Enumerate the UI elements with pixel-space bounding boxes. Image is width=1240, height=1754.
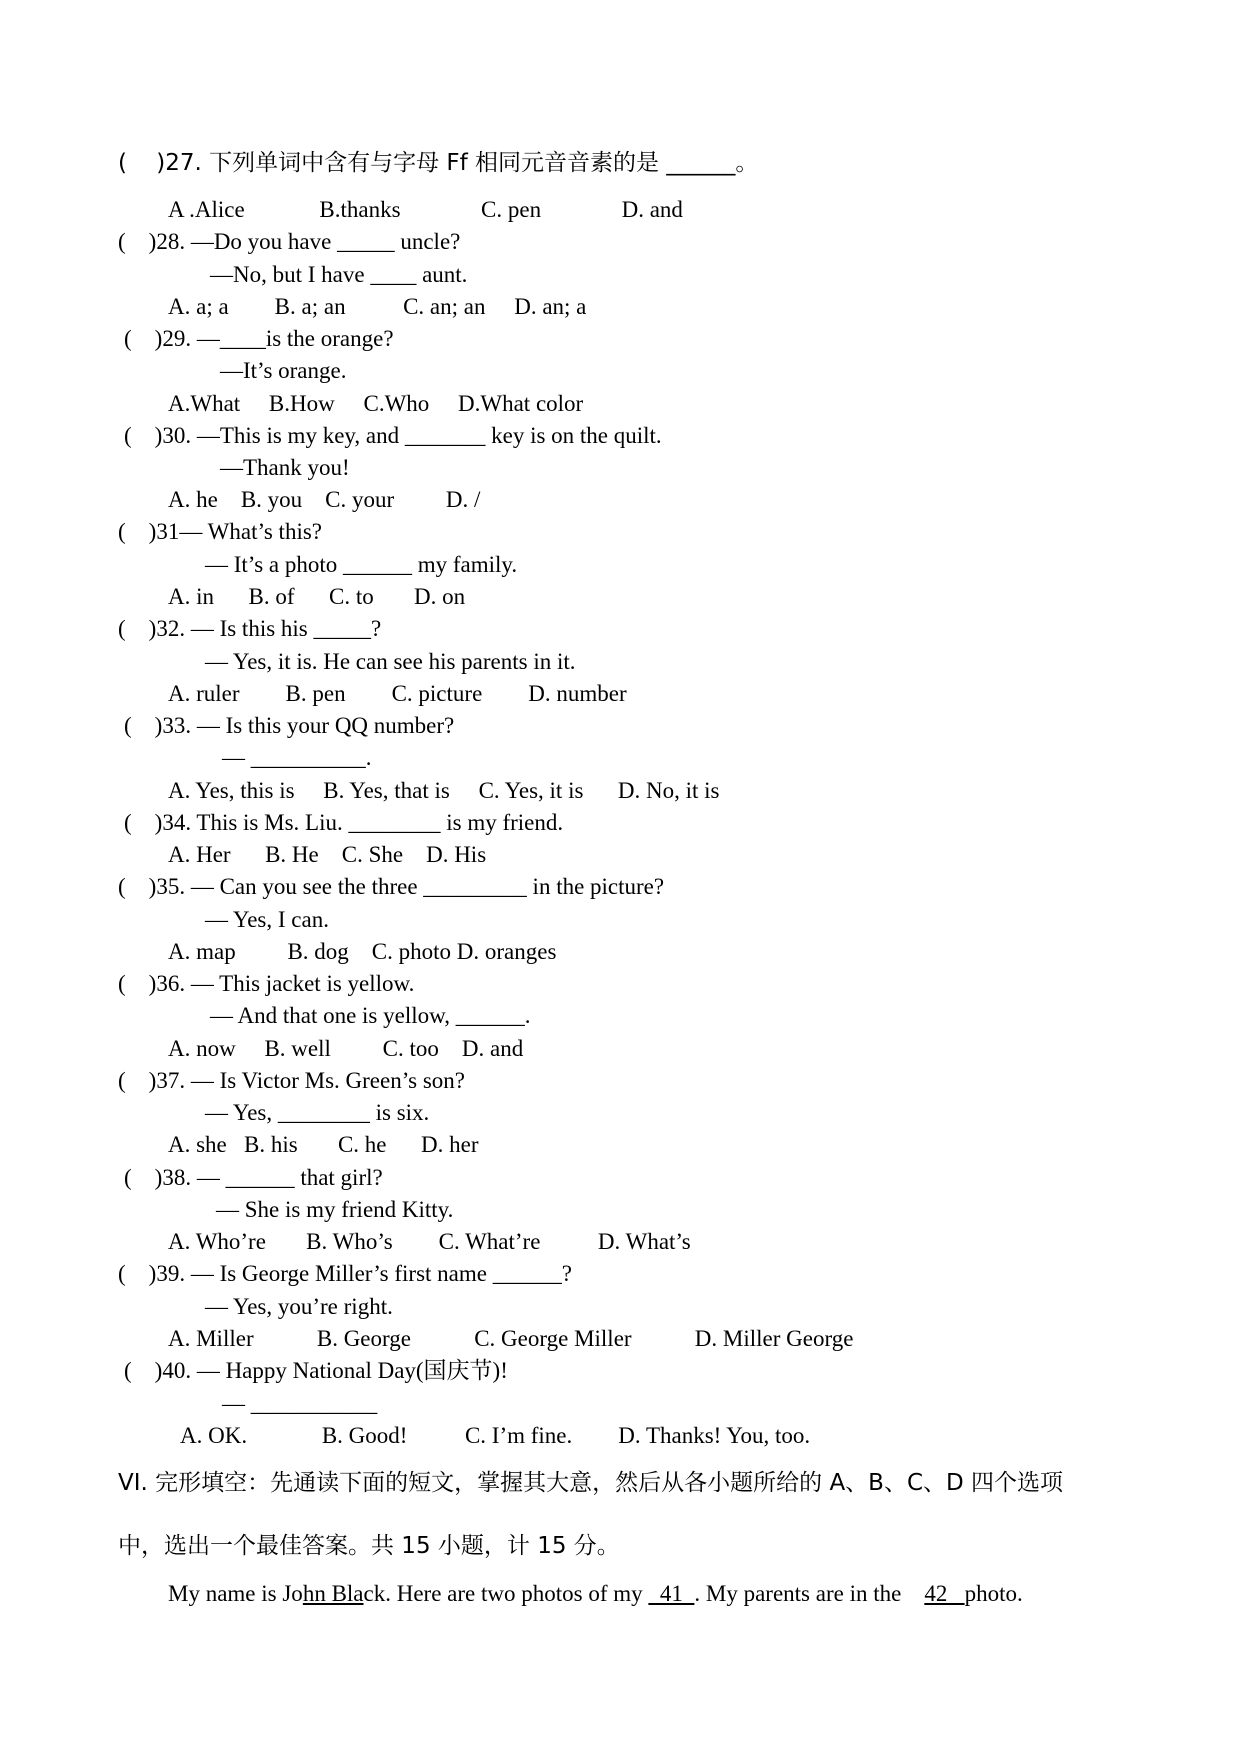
question-35-reply: — Yes, I can. (205, 907, 329, 932)
question-27-stem: ( )27. 下列单词中含有与字母 Ff 相同元音音素的是 ______。 (118, 150, 759, 176)
question-38-reply: — She is my friend Kitty. (216, 1197, 454, 1222)
question-28-stem: ( )28. —Do you have _____ uncle? (118, 229, 461, 254)
question-37-stem: ( )37. — Is Victor Ms. Green’s son? (118, 1068, 465, 1093)
question-28-options: A. a; a B. a; an C. an; an D. an; a (168, 294, 587, 319)
question-29-stem: ( )29. —____is the orange? (124, 326, 394, 351)
question-30-reply: —Thank you! (220, 455, 350, 480)
section-heading-line1: VI. 完形填空：先通读下面的短文，掌握其大意，然后从各小题所给的 A、B、C、D 四个选项 (118, 1470, 1064, 1496)
question-40-stem: ( )40. — Happy National Day(国庆节)! (124, 1358, 508, 1383)
passage-text-3: . My parents are in the (694, 1581, 925, 1606)
question-40-options: A. OK. B. Good! C. I’m fine. D. Thanks! You, too. (180, 1423, 811, 1448)
question-33-reply: — __________. (222, 745, 372, 770)
passage-text-1: My name is Jo (168, 1581, 303, 1606)
question-33-options: A. Yes, this is B. Yes, that is C. Yes, it is D. No, it is (168, 778, 720, 803)
blank-41: 41 (648, 1581, 695, 1606)
question-39-options: A. Miller B. George C. George Miller D. Miller George (168, 1326, 854, 1351)
question-32-options: A. ruler B. pen C. picture D. number (168, 681, 627, 706)
blank-42: 42 (924, 1581, 965, 1606)
question-36-options: A. now B. well C. too D. and (168, 1036, 524, 1061)
question-35-options: A. map B. dog C. photo D. oranges (168, 939, 557, 964)
question-40-reply: — ___________ (222, 1391, 378, 1416)
passage-text-underlined: hn Bla (302, 1581, 364, 1606)
question-31-stem: ( )31— What’s this? (118, 519, 322, 544)
question-33-stem: ( )33. — Is this your QQ number? (124, 713, 455, 738)
passage-line-1 (168, 1579, 1023, 1609)
question-36-stem: ( )36. — This jacket is yellow. (118, 971, 415, 996)
question-37-reply: — Yes, ________ is six. (205, 1100, 430, 1125)
question-29-options: A.What B.How C.Who D.What color (168, 391, 584, 416)
passage-text-2: ck. Here are two photos of my (363, 1581, 649, 1606)
question-36-reply: — And that one is yellow, ______. (210, 1003, 531, 1028)
question-32-stem: ( )32. — Is this his _____? (118, 616, 382, 641)
question-39-stem: ( )39. — Is George Miller’s first name ______? (118, 1261, 572, 1286)
question-30-stem: ( )30. —This is my key, and _______ key is on the quilt. (124, 423, 662, 448)
question-34-options: A. Her B. He C. She D. His (168, 842, 487, 867)
question-31-reply: — It’s a photo ______ my family. (205, 552, 518, 577)
question-29-reply: —It’s orange. (220, 358, 347, 383)
question-27-options: A .Alice B.thanks C. pen D. and (168, 197, 683, 222)
question-38-stem: ( )38. — ______ that girl? (124, 1165, 383, 1190)
question-34-stem: ( )34. This is Ms. Liu. ________ is my friend. (124, 810, 564, 835)
question-37-options: A. she B. his C. he D. her (168, 1132, 479, 1157)
question-39-reply: — Yes, you’re right. (205, 1294, 393, 1319)
question-28-reply: —No, but I have ____ aunt. (210, 262, 468, 287)
question-32-reply: — Yes, it is. He can see his parents in it. (205, 649, 576, 674)
question-35-stem: ( )35. — Can you see the three _________ in the picture? (118, 874, 665, 899)
passage-text-4: photo. (964, 1581, 1023, 1606)
question-31-options: A. in B. of C. to D. on (168, 584, 466, 609)
question-38-options: A. Who’re B. Who’s C. What’re D. What’s (168, 1229, 691, 1254)
question-30-options: A. he B. you C. your D. / (168, 487, 481, 512)
section-heading-line2: 中，选出一个最佳答案。共 15 小题，计 15 分。 (118, 1533, 620, 1559)
